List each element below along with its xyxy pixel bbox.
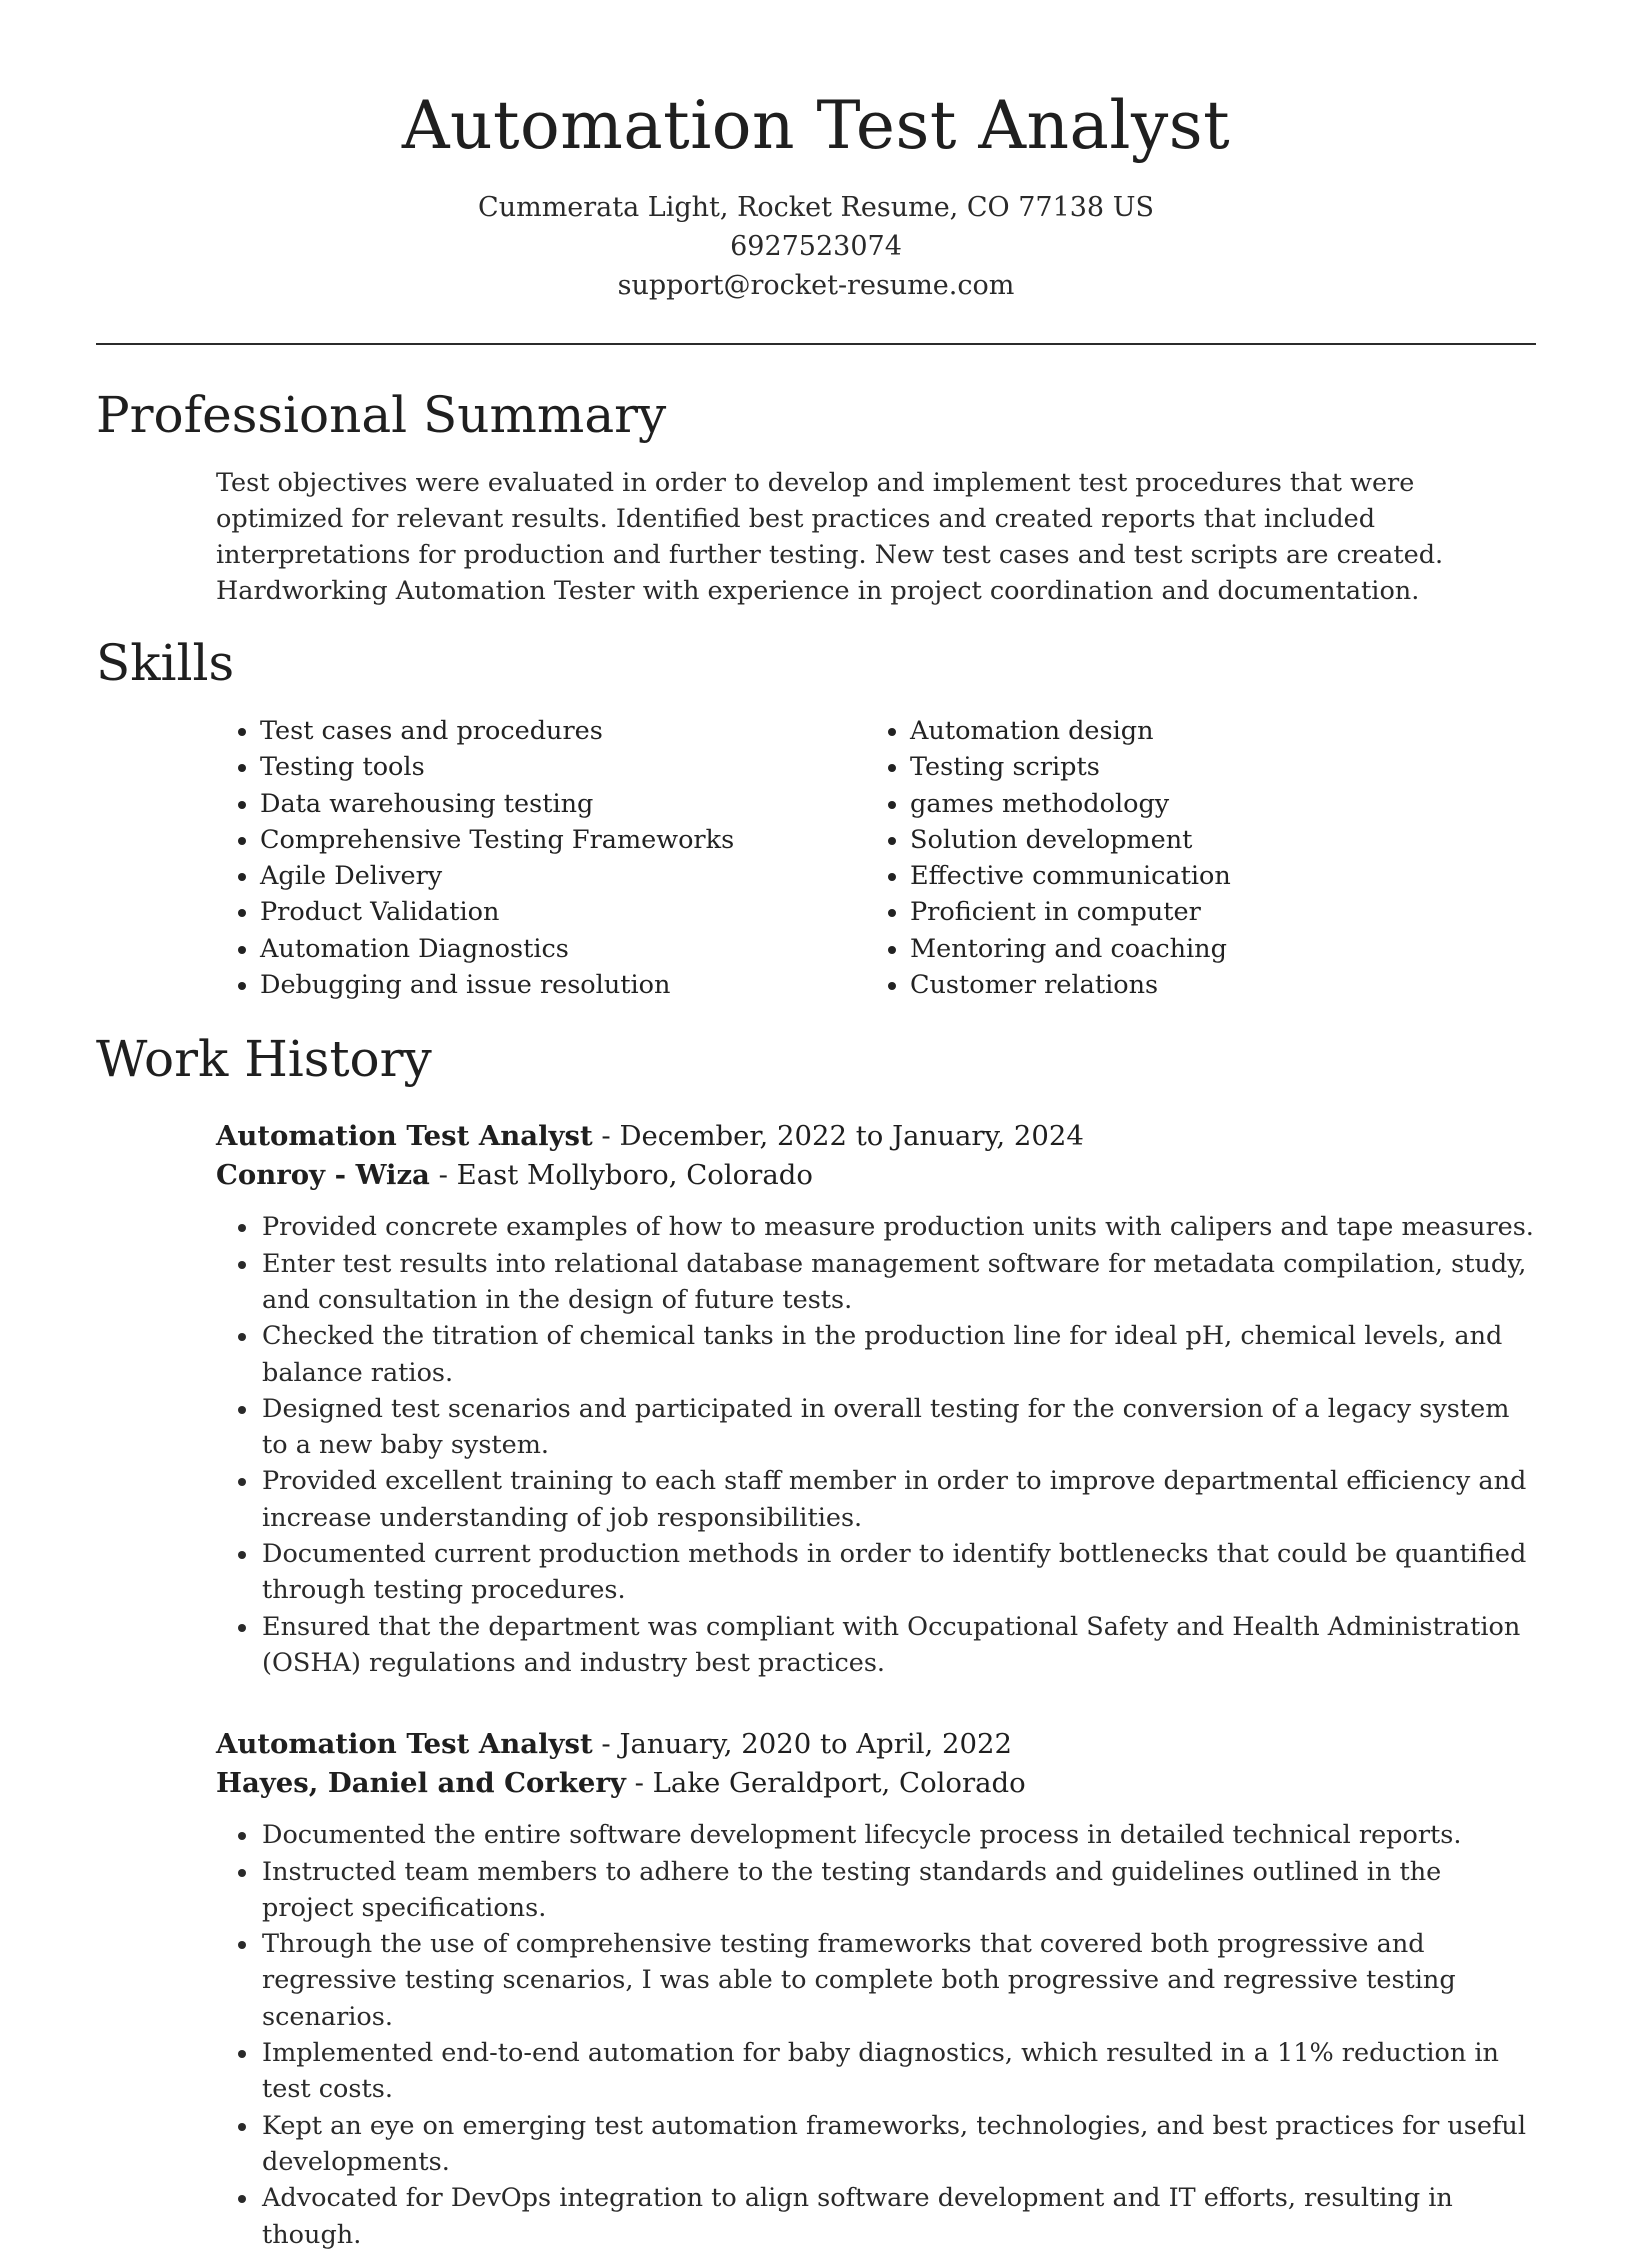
job-title-line: [216, 1117, 1536, 1156]
job-bullet: • Kept an eye on emerging test automation frameworks, technologies, and best practices for useful developments.: [260, 2108, 1536, 2181]
job-entry: [216, 1117, 1536, 1681]
skill-item: • Automation design: [910, 713, 1516, 749]
skill-item: • Mentoring and coaching: [910, 931, 1516, 967]
job-location: - Lake Geraldport, Colorado: [625, 1767, 1026, 1800]
skills-list: [216, 713, 1536, 1003]
job-title-line: [216, 1725, 1536, 1764]
skill-item: • games methodology: [910, 786, 1516, 822]
job-bullet: • Through the use of comprehensive testing frameworks that covered both progressive and regressive testing scenarios, I was able to complete both progressive and regressive testing scenarios.: [260, 1926, 1536, 2035]
job-bullet: • Ensured that the department was compliant with Occupational Safety and Health Administration (OSHA) regulations and industry best practices.: [260, 1609, 1536, 1682]
job-company: Hayes, Daniel and Corkery: [216, 1767, 626, 1800]
address: Cummerata Light, Rocket Resume, CO 77138 US: [478, 192, 1154, 223]
job-bullet: • Documented current production methods in order to identify bottlenecks that could be quantified through testing procedures.: [260, 1536, 1536, 1609]
job-dates: - December, 2022 to January, 2024: [592, 1120, 1084, 1153]
skill-item: • Agile Delivery: [260, 858, 866, 894]
skills-heading: Skills: [96, 634, 235, 692]
job-bullet: • Documented the entire software development lifecycle process in detailed technical reports.: [260, 1817, 1536, 1853]
skill-item: • Effective communication: [910, 858, 1516, 894]
skill-item: • Debugging and issue resolution: [260, 967, 866, 1003]
phone: 6927523074: [730, 231, 902, 262]
job-bullets: [216, 1817, 1536, 2253]
job-company-line: [216, 1156, 1536, 1195]
job-role: Automation Test Analyst: [216, 1728, 593, 1761]
skill-item: • Customer relations: [910, 967, 1516, 1003]
skill-item: • Testing tools: [260, 749, 866, 785]
work-history-heading: Work History: [96, 1030, 432, 1089]
skills-column-right: [866, 713, 1516, 1003]
job-company-line: [216, 1764, 1536, 1803]
job-bullet: • Designed test scenarios and participated in overall testing for the conversion of a legacy system to a new baby system.: [260, 1391, 1536, 1464]
contact-block: [96, 188, 1536, 305]
resume-header: [96, 80, 1536, 305]
skill-item: • Test cases and procedures: [260, 713, 866, 749]
candidate-name: Automation Test Analyst: [401, 87, 1231, 164]
email: support@rocket-resume.com: [617, 270, 1015, 301]
skills-column-left: [216, 713, 866, 1003]
skill-item: • Product Validation: [260, 894, 866, 930]
skill-item: • Data warehousing testing: [260, 786, 866, 822]
job-role: Automation Test Analyst: [216, 1120, 593, 1153]
skill-item: • Automation Diagnostics: [260, 931, 866, 967]
skill-item: • Solution development: [910, 822, 1516, 858]
skill-item: • Comprehensive Testing Frameworks: [260, 822, 866, 858]
job-bullets: [216, 1209, 1536, 1681]
job-bullet: • Enter test results into relational database management software for metadata compilation, study, and consultation in the design of future tests.: [260, 1246, 1536, 1319]
job-dates: - January, 2020 to April, 2022: [592, 1728, 1012, 1761]
summary-heading: Professional Summary: [96, 386, 667, 444]
job-bullet: • Provided concrete examples of how to measure production units with calipers and tape measures.: [260, 1209, 1536, 1245]
job-bullet: • Checked the titration of chemical tanks in the production line for ideal pH, chemical levels, and balance ratios.: [260, 1318, 1536, 1391]
job-bullet: • Provided excellent training to each staff member in order to improve departmental efficiency and increase understanding of job responsibilities.: [260, 1463, 1536, 1536]
job-bullet: • Advocated for DevOps integration to align software development and IT efforts, resulting in though.: [260, 2180, 1536, 2253]
skill-item: • Proficient in computer: [910, 894, 1516, 930]
job-bullet: • Instructed team members to adhere to the testing standards and guidelines outlined in the project specifications.: [260, 1854, 1536, 1927]
job-location: - East Mollyboro, Colorado: [429, 1159, 813, 1192]
job-bullet: • Implemented end-to-end automation for baby diagnostics, which resulted in a 11% reduction in test costs.: [260, 2035, 1536, 2108]
header-divider: [96, 343, 1536, 345]
job-company: Conroy - Wiza: [216, 1159, 430, 1192]
job-entry: [216, 1725, 1536, 2253]
skill-item: • Testing scripts: [910, 749, 1516, 785]
summary-text: Test objectives were evaluated in order to develop and implement test procedures that were optimized for relevant results. Identified best practices and created reports that included interpretations for production and further testing. New test cases and test scripts are created. Hardworking Automation Tester with experience in project coordination and documentation.: [216, 468, 1444, 606]
